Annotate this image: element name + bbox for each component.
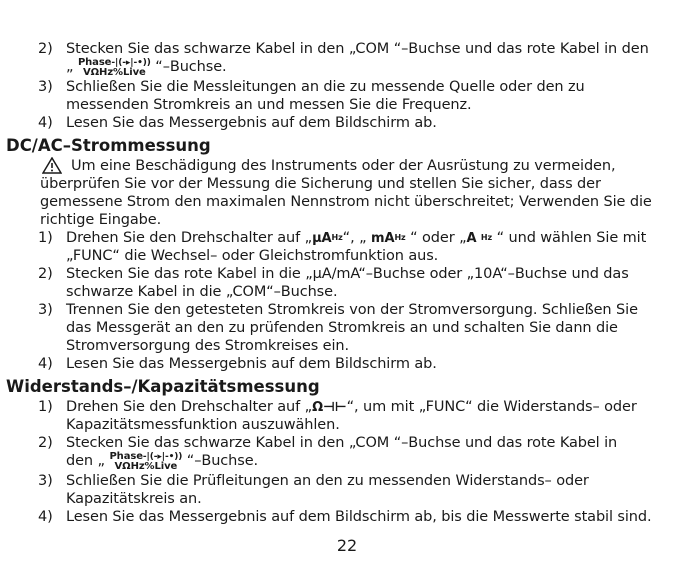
- quote-close: “–Buchse.: [155, 59, 227, 75]
- item-number: 1): [38, 399, 53, 415]
- item-text: Stecken Sie das schwarze Kabel in den „COM “–Buchse und das rote Kabel in: [66, 435, 618, 451]
- quote-open: „: [66, 59, 74, 75]
- item-number: 3): [38, 79, 53, 95]
- item-text: [66, 58, 227, 77]
- item-text: Stecken Sie das schwarze Kabel in den „COM “–Buchse und das rote Kabel in den: [66, 41, 649, 57]
- mark-sub: Hz: [331, 233, 343, 242]
- item-text: Schließen Sie die Prüfleitungen an den zu messenden Widerstands– oder: [66, 473, 589, 489]
- item-text: [66, 452, 258, 471]
- paragraph-text: gemessene Strom den maximalen Nennstrom nicht überschreitet; Verwenden Sie die: [40, 194, 652, 210]
- item-text: Kapazitätsmessfunktion auszuwählen.: [66, 417, 340, 433]
- dial-mark-ua: [312, 231, 343, 246]
- item-number: 1): [38, 230, 53, 246]
- item-number: 3): [38, 302, 53, 318]
- jack-phase-label: Phase: [109, 451, 143, 462]
- page-number: 22: [336, 536, 358, 555]
- text-part: “, „: [342, 230, 372, 246]
- text-part: “ und wählen Sie mit: [492, 230, 647, 246]
- paragraph-text: richtige Eingabe.: [40, 212, 162, 228]
- jack-label-bottom: VΩHz%Live: [114, 461, 178, 472]
- item-text: „FUNC“ die Wechsel– oder Gleichstromfunktion aus.: [66, 248, 439, 264]
- item-number: 2): [38, 435, 53, 451]
- item-text: Stromversorgung des Stromkreises ein.: [66, 338, 350, 354]
- item-number: 2): [38, 41, 53, 57]
- jack-label-bottom: VΩHz%Live: [83, 67, 146, 78]
- section-heading: Widerstands–/Kapazitätsmessung: [6, 377, 320, 396]
- mark-sub: Hz: [480, 233, 493, 242]
- mark-unit: μA: [312, 231, 332, 246]
- mark-unit: A: [466, 231, 477, 246]
- dial-mark-a: [467, 231, 493, 246]
- dial-mark-ma: [371, 231, 406, 246]
- item-number: 3): [38, 473, 53, 489]
- item-text: Schließen Sie die Messleitungen an die zu messende Quelle oder den zu: [66, 79, 585, 95]
- text-part: “ oder „: [405, 230, 467, 246]
- quote-close: “–Buchse.: [186, 453, 259, 469]
- paragraph-text: überprüfen Sie vor der Messung die Sicherung und stellen Sie sicher, dass der: [40, 176, 601, 192]
- diode-continuity-icon: -|(-▸|-•)): [111, 58, 151, 68]
- warning-text: Um eine Beschädigung des Instruments oder der Ausrüstung zu vermeiden,: [71, 158, 616, 174]
- quote-open: den „: [66, 453, 105, 469]
- mark-unit: mA: [371, 231, 395, 246]
- section-heading: DC/AC–Strommessung: [6, 136, 211, 155]
- input-jack-symbol: [78, 58, 151, 77]
- item-text: messenden Stromkreis an und messen Sie die Frequenz.: [66, 97, 472, 113]
- item-text: Stecken Sie das rote Kabel in die „μA/mA“–Buchse oder „10A“–Buchse und das: [66, 266, 629, 282]
- item-text: [66, 398, 637, 417]
- item-number: 4): [38, 356, 53, 372]
- item-text: Kapazitätskreis an.: [66, 491, 202, 507]
- item-number: 4): [38, 509, 53, 525]
- text-part: Drehen Sie den Drehschalter auf „: [66, 230, 313, 246]
- item-text: Lesen Sie das Messergebnis auf dem Bildschirm ab, bis die Messwerte stabil sind.: [66, 509, 652, 525]
- mark-sub: Hz: [394, 233, 406, 242]
- resistance-capacitance-icon: Ω⊣⊢: [312, 400, 347, 415]
- jack-phase-label: Phase: [77, 57, 112, 68]
- item-text: Lesen Sie das Messergebnis auf dem Bildschirm ab.: [66, 356, 437, 372]
- item-text: [66, 229, 646, 248]
- diode-continuity-icon: -|(-▸|-•)): [142, 452, 183, 462]
- item-text: Trennen Sie den getesteten Stromkreis von der Stromversorgung. Schließen Sie: [66, 302, 638, 318]
- item-text: das Messgerät an den zu prüfenden Stromkreis an und schalten Sie dann die: [66, 320, 618, 336]
- item-text: schwarze Kabel in die „COM“–Buchse.: [66, 284, 338, 300]
- item-number: 4): [38, 115, 53, 131]
- item-number: 2): [38, 266, 53, 282]
- input-jack-symbol: [109, 452, 182, 471]
- text-part: Drehen Sie den Drehschalter auf „: [66, 399, 313, 415]
- text-part: “, um mit „FUNC“ die Widerstands– oder: [346, 399, 637, 415]
- item-text: Lesen Sie das Messergebnis auf dem Bildschirm ab.: [66, 115, 437, 131]
